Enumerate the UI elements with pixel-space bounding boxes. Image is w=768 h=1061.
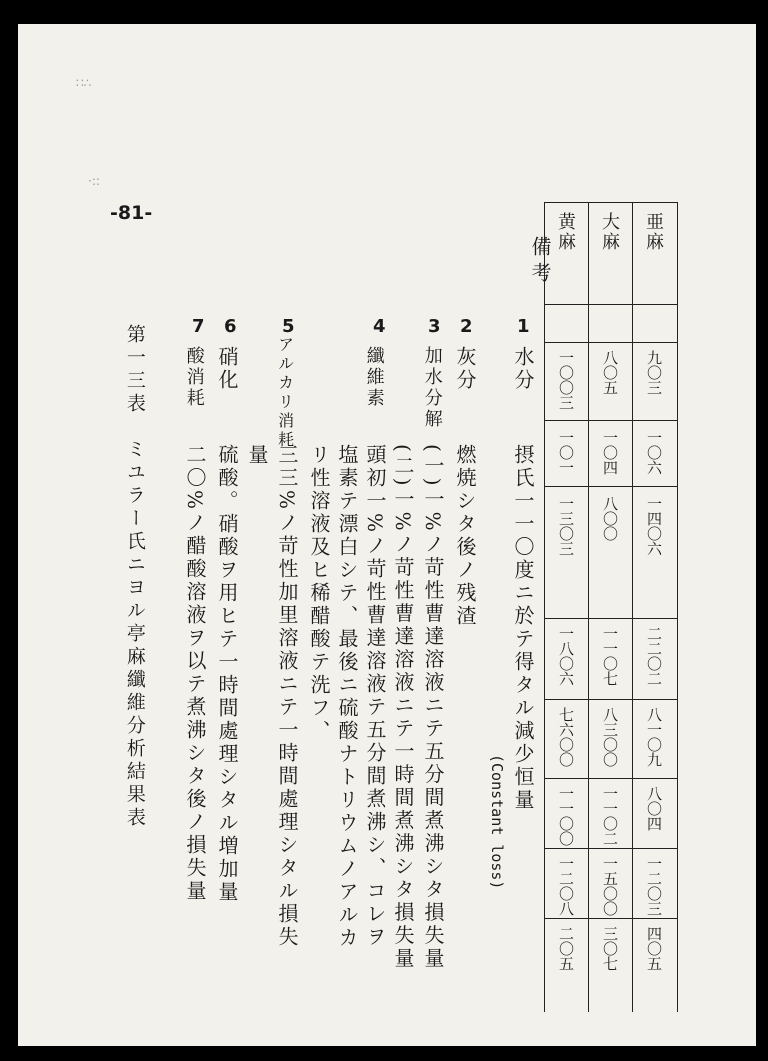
cell-flax-nitration: 一二〇三 xyxy=(645,856,663,916)
remarks-title: 備考 xyxy=(528,236,552,288)
document-page xyxy=(18,24,756,1046)
item-desc-hydrolysis-1: (一)一%ノ苛性曹達溶液ニテ五分間煮沸シタ損失量 xyxy=(421,444,445,971)
item-desc-cellulose-2: 塩素テ漂白シテ、最後ニ硫酸ナトリウムノアルカ xyxy=(335,444,359,950)
cell-hemp-hydrolysis2: 一一〇七 xyxy=(601,626,619,686)
cell-hemp-alkali: 一一〇二 xyxy=(601,786,619,846)
cell-jute-acid: 二〇五 xyxy=(557,926,575,971)
item-number: 3 xyxy=(428,316,441,337)
item-desc-alkali-1: 三三%ノ苛性加里溶液ニテ一時間處理シタル損失 xyxy=(275,444,299,950)
cell-hemp-moisture: 八〇五 xyxy=(601,350,619,395)
item-label-cellulose: 纖維素 xyxy=(363,346,385,409)
item-label-ash: 灰分 xyxy=(453,346,477,392)
item-label-acid: 酸消耗 xyxy=(183,346,205,409)
constant-loss-note: (Constant loss) xyxy=(488,754,506,890)
table-caption: 第一三表 ミユラー氏ニヨル亭麻纖維分析結果表 xyxy=(123,324,146,830)
item-desc-cellulose-1: 頭初一%ノ苛性曹達溶液テ五分間煮沸シ、コレヲ xyxy=(363,444,387,950)
cell-jute-hydrolysis2: 一八〇六 xyxy=(557,626,575,686)
item-number: 4 xyxy=(373,316,386,337)
header-jute: 黄麻 xyxy=(555,212,576,252)
item-label-nitration: 硝化 xyxy=(215,346,239,392)
item-label-moisture: 水分 xyxy=(511,346,535,392)
cell-flax-hydrolysis2: 二二〇二 xyxy=(645,626,663,686)
item-label-hydrolysis: 加水分解 xyxy=(421,346,443,430)
scan-mark: ·:: xyxy=(88,174,100,188)
cell-hemp-hydrolysis1: 八〇〇 xyxy=(601,496,619,541)
cell-jute-nitration: 一二〇八 xyxy=(557,856,575,916)
item-number: 1 xyxy=(517,316,530,337)
cell-flax-ash: 一〇六 xyxy=(645,430,663,475)
item-label-alkali: アルカリ消耗 xyxy=(275,336,295,450)
data-table xyxy=(544,202,678,1012)
item-desc-ash: 燃焼シタ後ノ残渣 xyxy=(453,444,477,628)
cell-jute-alkali: 一一〇〇 xyxy=(557,786,575,846)
header-flax: 亜麻 xyxy=(643,212,664,252)
item-desc-alkali-2: 量 xyxy=(245,444,269,467)
cell-hemp-cellulose: 八三〇〇 xyxy=(601,707,619,767)
item-number: 6 xyxy=(224,316,237,337)
cell-flax-acid: 四〇五 xyxy=(645,926,663,971)
cell-jute-cellulose: 七六〇〇 xyxy=(557,707,575,767)
scan-mark: ∷∴ xyxy=(76,76,92,90)
item-desc-hydrolysis-2: (二)一%ノ苛性曹達溶液ニテ一時間煮沸シタ損失量 xyxy=(391,444,415,971)
cell-jute-moisture: 一〇〇三 xyxy=(557,350,575,410)
cell-hemp-ash: 一〇四 xyxy=(601,430,619,475)
page-number: -81- xyxy=(110,202,153,224)
cell-hemp-nitration: 一五〇〇 xyxy=(601,856,619,916)
item-desc-nitration: 硫酸。硝酸ヲ用ヒテ一時間處理シタル増加量 xyxy=(215,444,239,904)
cell-flax-hydrolysis1: 一四〇六 xyxy=(645,496,663,556)
header-hemp: 大麻 xyxy=(599,212,620,252)
cell-flax-cellulose: 八一〇九 xyxy=(645,707,663,767)
item-number: 2 xyxy=(460,316,473,337)
item-desc-cellulose-3: リ性溶液及ヒ稀醋酸テ洗フ、 xyxy=(307,444,331,743)
item-number: 5 xyxy=(282,316,295,337)
cell-jute-ash: 一〇一 xyxy=(557,430,575,475)
cell-hemp-acid: 三〇七 xyxy=(601,926,619,971)
item-number: 7 xyxy=(192,316,205,337)
cell-flax-alkali: 八〇四 xyxy=(645,786,663,831)
item-desc-moisture: 摂氏一一〇度ニ於テ得タル減少恒量 xyxy=(511,444,535,812)
cell-flax-moisture: 九〇三 xyxy=(645,350,663,395)
cell-jute-hydrolysis1: 一三〇三 xyxy=(557,496,575,556)
item-desc-acid: 二〇%ノ醋酸溶液ヲ以テ煮沸シタ後ノ損失量 xyxy=(183,444,207,904)
